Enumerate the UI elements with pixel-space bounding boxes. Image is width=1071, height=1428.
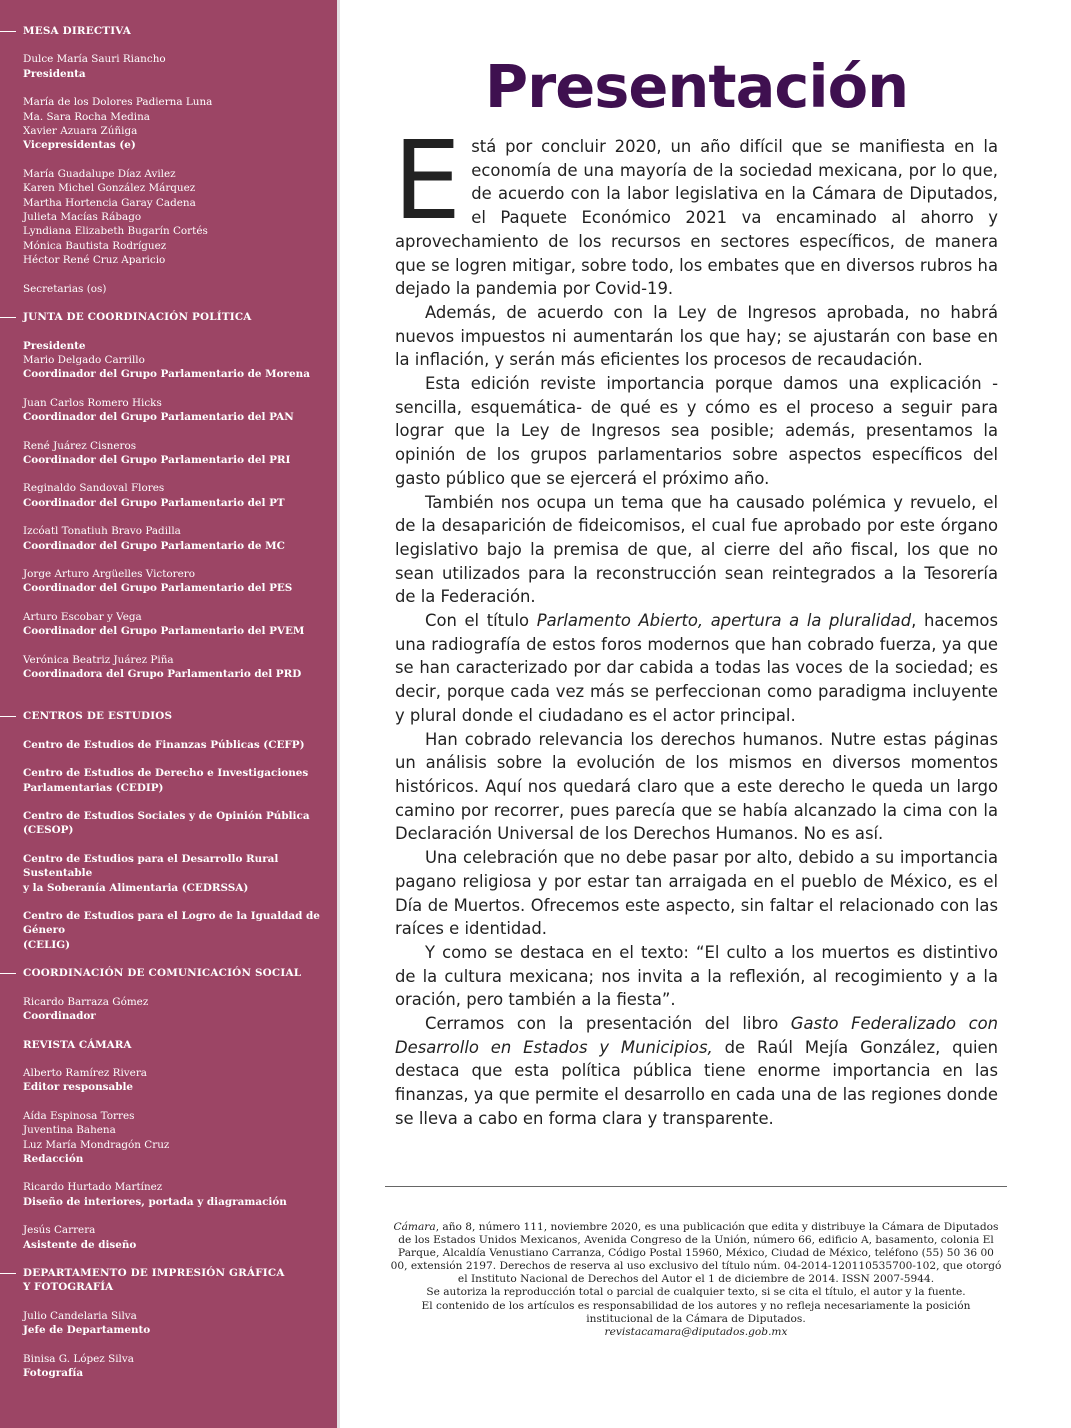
italic-title: Parlamento Abierto, apertura a la pluralidad <box>536 611 912 631</box>
credit-line: Verónica Beatriz Juárez Piña <box>23 653 174 666</box>
credits-sidebar <box>0 0 337 1428</box>
publication-name: Cámara <box>393 1221 436 1233</box>
credit-role: Coordinadora del Grupo Parlamentario del PRD <box>23 668 302 680</box>
paragraph: También nos ocupa un tema que ha causado polémica y revuelo, el de la desaparición de fideicomisos, el cual fue aprobado por este órgano legislativo bajo la premisa de que, al cierre del año fiscal, los que no sean utilizados para la reconstrucción sean reintegrados a la Tesorería de la Federación. <box>395 492 998 607</box>
paragraph <box>393 119 998 301</box>
credit-line: Juan Carlos Romero Hicks <box>23 396 162 409</box>
credit-role: Parlamentarias (CEDIP) <box>23 781 164 794</box>
credit-role: Redacción <box>23 1152 84 1165</box>
credit-line: Luz María Mondragón Cruz <box>23 1138 170 1151</box>
credit-line: Ricardo Hurtado Martínez <box>23 1181 163 1194</box>
credit-role: Centro de Estudios de Derecho e Investigaciones <box>23 767 309 780</box>
credit-role: Coordinador del Grupo Parlamentario del PRI <box>23 453 291 466</box>
page-title: Presentación <box>484 52 909 121</box>
imprint-line: El contenido de los artículos es responsabilidad de los autores y no refleja necesariamente la posición institucional de la Cámara de Diputados. <box>421 1299 971 1325</box>
paragraph: Han cobrado relevancia los derechos humanos. Nutre estas páginas un análisis sobre la evolución de los mismos en diversos momentos históricos. Aquí nos quedará claro que a este derecho le queda un largo camino por recorrer, pues parecía que se había alcanzado la cima con la Declaración Universal de los Derechos Humanos. No es así. <box>395 729 998 844</box>
credit-role: Vicepresidentas (e) <box>23 139 136 152</box>
credit-role: (CELIG) <box>23 938 71 951</box>
section-heading-mesa: MESA DIRECTIVA <box>0 24 337 38</box>
credit-line: Julio Candelaria Silva <box>23 1309 137 1322</box>
credit-line: Izcóatl Tonatiuh Bravo Padilla <box>23 525 181 538</box>
section-heading-revista: REVISTA CÁMARA <box>23 1038 132 1051</box>
imprint-notice <box>388 1221 1004 1339</box>
credit-role: Centro de Estudios de Finanzas Públicas (CEFP) <box>23 738 305 751</box>
credit-role: Presidenta <box>23 67 86 80</box>
credit-line: Jesús Carrera <box>23 1224 96 1237</box>
credit-role: Editor responsable <box>23 1081 134 1094</box>
credit-role: Coordinador <box>23 1010 96 1023</box>
credit-role: Coordinador del Grupo Parlamentario del PES <box>23 582 293 595</box>
credit-role: Coordinador del Grupo Parlamentario de MC <box>23 539 285 552</box>
footer-rule <box>385 1186 1007 1187</box>
credit-line: Julieta Macías Rábago <box>23 211 142 224</box>
credit-line: Reginaldo Sandoval Flores <box>23 482 165 495</box>
credit-line: María de los Dolores Padierna Luna <box>23 96 213 109</box>
column-divider <box>337 0 340 1428</box>
paragraph <box>395 609 998 728</box>
credit-line: Alberto Ramírez Rivera <box>23 1066 147 1079</box>
paragraph-text: de Raúl Mejía González, quien destaca que esta política pública tiene enorme importancia en las finanzas, ya que permite el desarrollo en cada una de las regiones donde se lleva a cabo en forma clara y transparente. <box>395 1037 999 1128</box>
email-link[interactable]: revistacamara@diputados.gob.mx <box>604 1325 788 1338</box>
credit-role: Coordinador del Grupo Parlamentario del PT <box>23 496 285 509</box>
paragraph: Esta edición reviste importancia porque damos una explicación -sencilla, esquemática- de qué es y cómo es el proceso a seguir para lograr que la Ley de Ingresos sea posible; además, presentamos la opinión de los grupos parlamentarios sobre aspectos específicos del gasto público que se ejercerá el próximo año. <box>395 374 998 488</box>
imprint-line <box>388 1221 1004 1286</box>
section-heading-centros: CENTROS DE ESTUDIOS <box>0 709 337 723</box>
paragraph-text: , hacemos una radiografía de estos foros modernos que han cobrado fuerza, ya que se han caracterizado por dar cabida a todas las voces de la sociedad; es decir, porque cada vez más se perfeccionan como paradigma incluyente y plural donde el ciudadano es el actor principal. <box>395 611 998 725</box>
credit-role: Centro de Estudios Sociales y de Opinión Pública <box>23 810 310 823</box>
paragraph-text: Con el título <box>425 611 537 631</box>
paragraph: Y como se destaca en el texto: “El culto a los muertos es distintivo de la cultura mexicana; nos invita a la reflexión, al recogimiento y a la oración, pero también a la fiesta”. <box>395 942 998 1010</box>
credit-line: Xavier Azuara Zúñiga <box>23 125 138 138</box>
imprint-text: , año 8, número 111, noviembre 2020, es una publicación que edita y distribuye la Cámara de Diputados de los Estados Unidos Mexicanos, Avenida Congreso de la Unión, número 66, edificio A, basamento, colonia El Parque, Alcaldía Venustiano Carranza, Código Postal 15960, México, Ciudad de México, teléfono (55) 50 36 00 00, extensión 2197. Derechos de reserva al uso exclusivo del título núm. 04-2014-120110535700-102, que otorgó el Instituto Nacional de Derechos del Autor el 1 de diciembre de 2014. ISSN 2007-5944. <box>390 1221 1002 1286</box>
credit-role: Coordinador del Grupo Parlamentario del PVEM <box>23 625 305 638</box>
credit-role: Coordinador del Grupo Parlamentario de Morena <box>23 368 310 381</box>
credit-line: Ricardo Barraza Gómez <box>23 995 149 1008</box>
credit-line: Aída Espinosa Torres <box>23 1109 135 1122</box>
paragraph <box>395 1012 998 1131</box>
credit-role: y la Soberanía Alimentaria (CEDRSSA) <box>23 881 249 894</box>
credit-line: Martha Hortencia Garay Cadena <box>23 196 196 209</box>
section-heading-jucopo: JUNTA DE COORDINACIÓN POLÍTICA <box>0 310 337 324</box>
credit-line: René Juárez Cisneros <box>23 439 137 452</box>
credit-role: Género <box>23 924 66 937</box>
paragraph-text: stá por concluir 2020, un año difícil que se manifiesta en la economía de una mayoría de la sociedad mexicana, por lo que, de acuerdo con la labor legislativa en la Cámara de Diputados, el Paquete Económico 2021 va encaminado al ahorro y aprovechamiento de los recursos en sectores específicos, de manera que se logren mitigar, sobre todo, los embates que en diversos rubros ha dejado la pandemia por Covid-19. <box>395 137 998 299</box>
credit-line: Mario Delgado Carrillo <box>23 353 145 366</box>
credit-role: Fotografía <box>23 1367 84 1379</box>
credit-role: Presidente <box>23 339 86 352</box>
article-body <box>393 119 999 1131</box>
credit-line: Jorge Arturo Argüelles Victorero <box>23 567 195 580</box>
credit-line: Mónica Bautista Rodríguez <box>23 239 167 252</box>
credit-line: Karen Michel González Márquez <box>23 182 196 195</box>
drop-cap: E <box>393 119 462 244</box>
credit-line: Binisa G. López Silva <box>23 1352 134 1365</box>
imprint-email[interactable] <box>388 1326 1004 1339</box>
credit-line: Juventina Bahena <box>23 1124 116 1137</box>
imprint-line: Se autoriza la reproducción total o parcial de cualquier texto, si se cita el título, el autor y la fuente. <box>426 1286 966 1299</box>
credit-role: Centro de Estudios para el Desarrollo Rural Sustentable <box>23 852 279 880</box>
paragraph-text: Cerramos con la presentación del libro <box>425 1014 791 1034</box>
section-heading-comunicacion: COORDINACIÓN DE COMUNICACIÓN SOCIAL <box>0 966 337 980</box>
credit-role: (CESOP) <box>23 824 74 837</box>
credit-line: Arturo Escobar y Vega <box>23 610 142 623</box>
credit-role: Jefe de Departamento <box>23 1324 151 1337</box>
paragraph: Una celebración que no debe pasar por alto, debido a su importancia pagano religiosa y por estar tan arraigada en el pueblo de México, es el Día de Muertos. Ofrecemos este aspecto, sin faltar el relacionado con las raíces e identidad. <box>395 848 998 939</box>
credit-line: Ma. Sara Rocha Medina <box>23 110 150 123</box>
credit-line: Dulce María Sauri Riancho <box>23 53 166 66</box>
credit-line: María Guadalupe Díaz Avilez <box>23 167 176 180</box>
credit-role: Asistente de diseño <box>23 1238 137 1251</box>
credit-line: Secretarias (os) <box>23 282 107 295</box>
section-heading-impresion-cont: Y FOTOGRAFÍA <box>23 1281 114 1294</box>
paragraph: Además, de acuerdo con la Ley de Ingresos aprobada, no habrá nuevos impuestos ni aumentarán los que hay; se ajustarán con base en la inflación, y serán más eficientes los procesos de recaudación. <box>395 302 998 370</box>
credit-role: Coordinador del Grupo Parlamentario del PAN <box>23 411 294 424</box>
credit-line: Lyndiana Elizabeth Bugarín Cortés <box>23 225 208 238</box>
credit-role: Diseño de interiores, portada y diagramación <box>23 1195 287 1208</box>
italic-title: Gasto Federalizado con Desarrollo en Estados y Municipios, <box>395 1014 998 1057</box>
credit-role: Centro de Estudios para el Logro de la Igualdad de <box>23 910 320 923</box>
section-heading-impresion: DEPARTAMENTO DE IMPRESIÓN GRÁFICA <box>0 1266 337 1280</box>
credit-line: Héctor René Cruz Aparicio <box>23 254 166 267</box>
